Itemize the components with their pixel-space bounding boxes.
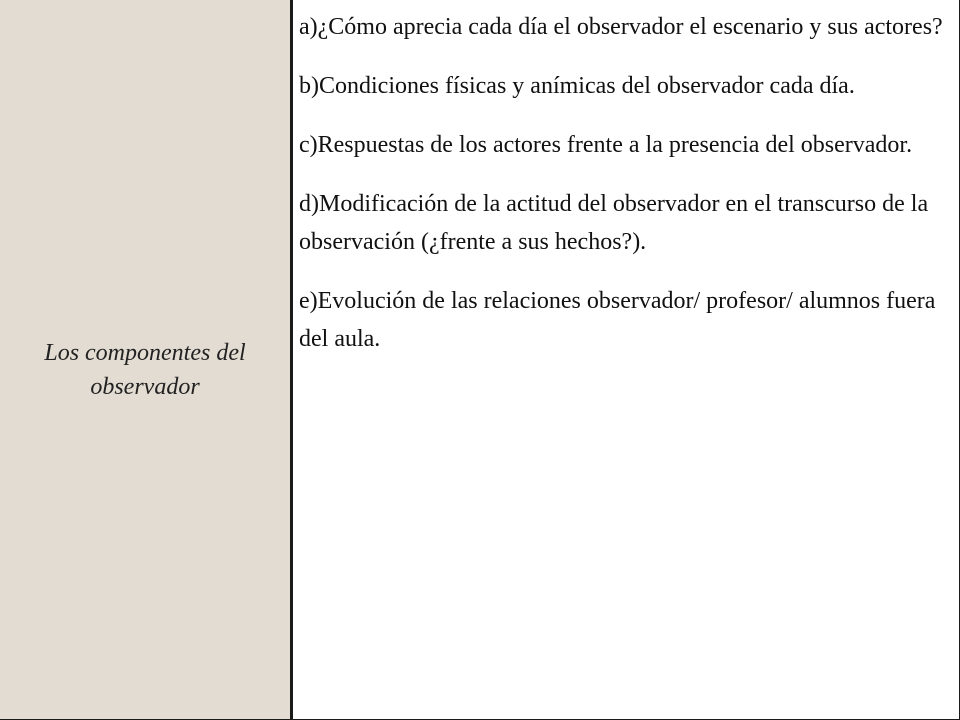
item-c: c)Respuestas de los actores frente a la presencia del observador. [299, 132, 913, 158]
items-cell [293, 0, 960, 720]
item-a: a)¿Cómo aprecia cada día el observador el escenario y sus actores? [299, 14, 943, 40]
item-b: b)Condiciones físicas y anímicas del observador cada día. [299, 73, 855, 99]
item-d: d)Modificación de la actitud del observador en el transcurso de la observación (¿frente a sus hechos?). [299, 191, 929, 255]
category-cell [0, 0, 293, 720]
item-e: e)Evolución de las relaciones observador/ profesor/ alumnos fuera del aula. [299, 288, 936, 352]
category-label: Los componentes del observador [44, 339, 246, 400]
